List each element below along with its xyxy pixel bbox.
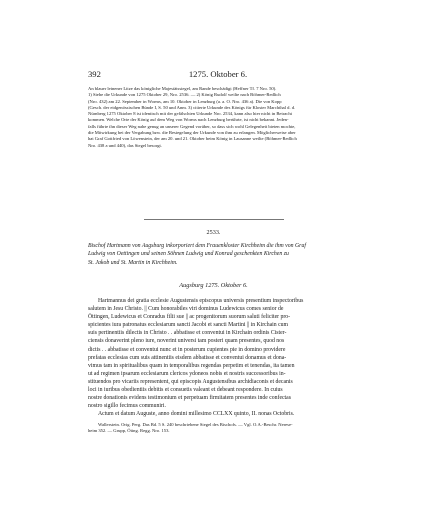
- footnote-line: (Gesch. der eidgenössischen Bünde I, S. 50 und Anm. 3) citierte Urkunde des Königs für Kloster Marchthal d. d.: [88, 104, 296, 110]
- text-line: loci in iuribus obedientiis debitis et consuetis valeant et debeant respondere. In cuius: [88, 387, 283, 394]
- footnote-line: Nro. 438 a und 440), das Siegel besorgt.: [88, 142, 162, 148]
- archival-notes: [88, 422, 344, 435]
- regest-line: Bischof Hartmann von Augsburg inkorporiert dem Frauenkloster Kirchheim die ihm von Graf: [88, 243, 306, 249]
- footnote-line: kommen. Welche Orte der König auf dem Weg von Worms nach Lenzburg berührte, ist nicht bekannt. Jeden-: [88, 117, 289, 123]
- text-line: dictis . . abbatisse et conventui nunc et in posterum cupientes pie in domino providere: [88, 346, 286, 353]
- text-line: ciensis donaverint pleno iure, noverint universi tam posteri quam presentes, quod nos: [88, 338, 285, 345]
- page-header: [88, 69, 348, 81]
- text-line: nostre donationis evidens testimonium et perpetuam firmitatem presentes inde confectas: [88, 395, 291, 402]
- footnote-line: 1) Siehe die Urkunde von 1275 Oktober 29, Nro. 2536. — 2) König Rudolf weilte nach Böhmer-Redlich: [88, 92, 281, 98]
- footnote-line: Nürnberg 1275 Oktober 8 ist identisch mit der gefälschten Urkunde Nro. 2534, kann also hier nicht in Betracht: [88, 111, 292, 117]
- note-line: heim 352. — Grupp, Öting. Regg. Nro. 153.: [88, 428, 170, 434]
- footnote-line: hat Graf Gottfried von Löwenstein, der am 20. und 21. Oktober beim König in Lausanne weilte (Böhmer-Redlich: [88, 136, 297, 142]
- footnote-line: falls führte ihn dieser Weg nahe genug an unserer Gegend vorüber, so dass sich wohl Gelegenheit bieten mochte,: [88, 123, 296, 129]
- text-line: prefatas ecclesias cum suis attinentiis eisdem abbatisse et conventui donamus et dona-: [88, 354, 287, 361]
- closing-line: Actum et datum Auguste, anno domini millesimo CCLXX quinto, II. nonas Octobris.: [98, 411, 295, 418]
- regest-line: Ludwig von Oettingen und seinen Söhnen Ludwig und Konrad geschenkten Kirchen zu: [88, 251, 289, 258]
- document-number: 2533.: [206, 229, 221, 236]
- text-line: stituendos pro vicariis representent, qui episcopis Augustensibus archidiaconis et decanis: [88, 378, 293, 385]
- running-title: 1275. Oktober 6.: [188, 69, 248, 79]
- text-line: ut ad regimen ipsarum ecclesiarum clericos ydoneos nobis et nostris successoribus in-: [88, 370, 286, 377]
- note-line: Wallerstein. Orig. Perg. Das Bd. 5 S. 240 beschriebene Siegel des Bischofs. — Vgl. O.A.-Beschr. Nerese-: [98, 422, 293, 427]
- text-line: suis pertinentiis dilectis in Christo . . abbatisse et conventui in Kirchain ordinis Cister-: [88, 330, 287, 337]
- text-line: Hartmannus dei gratia ecclesie Augustensis episcopus universis presentium inspectoribus: [98, 298, 304, 304]
- text-line: salutem in Jesu Christo. || Cum honorabiles viri dominus Ludewicus comes senior de: [88, 306, 284, 313]
- text-line: Öttingen, Ludewicus et Conradus filii sue || ac progenitorum suorum saluti feliciter pro-: [88, 314, 291, 321]
- footnote-line: (Nro. 432) am 22. September in Worms, am 10. Oktober in Lenzburg (a. a. O. Nro. 436 a). Die von Kopp: [88, 98, 282, 104]
- section-divider: [144, 219, 284, 220]
- page-number: 392: [88, 69, 101, 79]
- charter-text: [88, 297, 344, 418]
- dateline: Augsburg 1275. Oktober 6.: [179, 282, 248, 289]
- footnote-line: An blauer leinener Litze das königliche Majestätssiegel, am Rande beschädigt (Heffner Tf. 7 Nro. 50).: [88, 86, 277, 91]
- footnote-line: die Mitwirkung bei der Vergabung bzw. die Besiegelung der Urkunde von ihm zu erlangen. Möglicherweise aber: [88, 130, 296, 136]
- regest: [88, 242, 344, 267]
- footnotes-block: [88, 86, 342, 149]
- text-line: vimus tam in spiritualibus quam in temporalibus regendas perpetim et tenendas, ita tamen: [88, 362, 295, 369]
- text-line: nostro sigillo fecimus communiri.: [88, 403, 166, 410]
- text-line: spicientes iura patronatus ecclesiarum sancti Jacobi et sancti Martini || in Kirchain cum: [88, 322, 288, 329]
- regest-line: St. Jakob und St. Martin in Kirchheim.: [88, 259, 178, 266]
